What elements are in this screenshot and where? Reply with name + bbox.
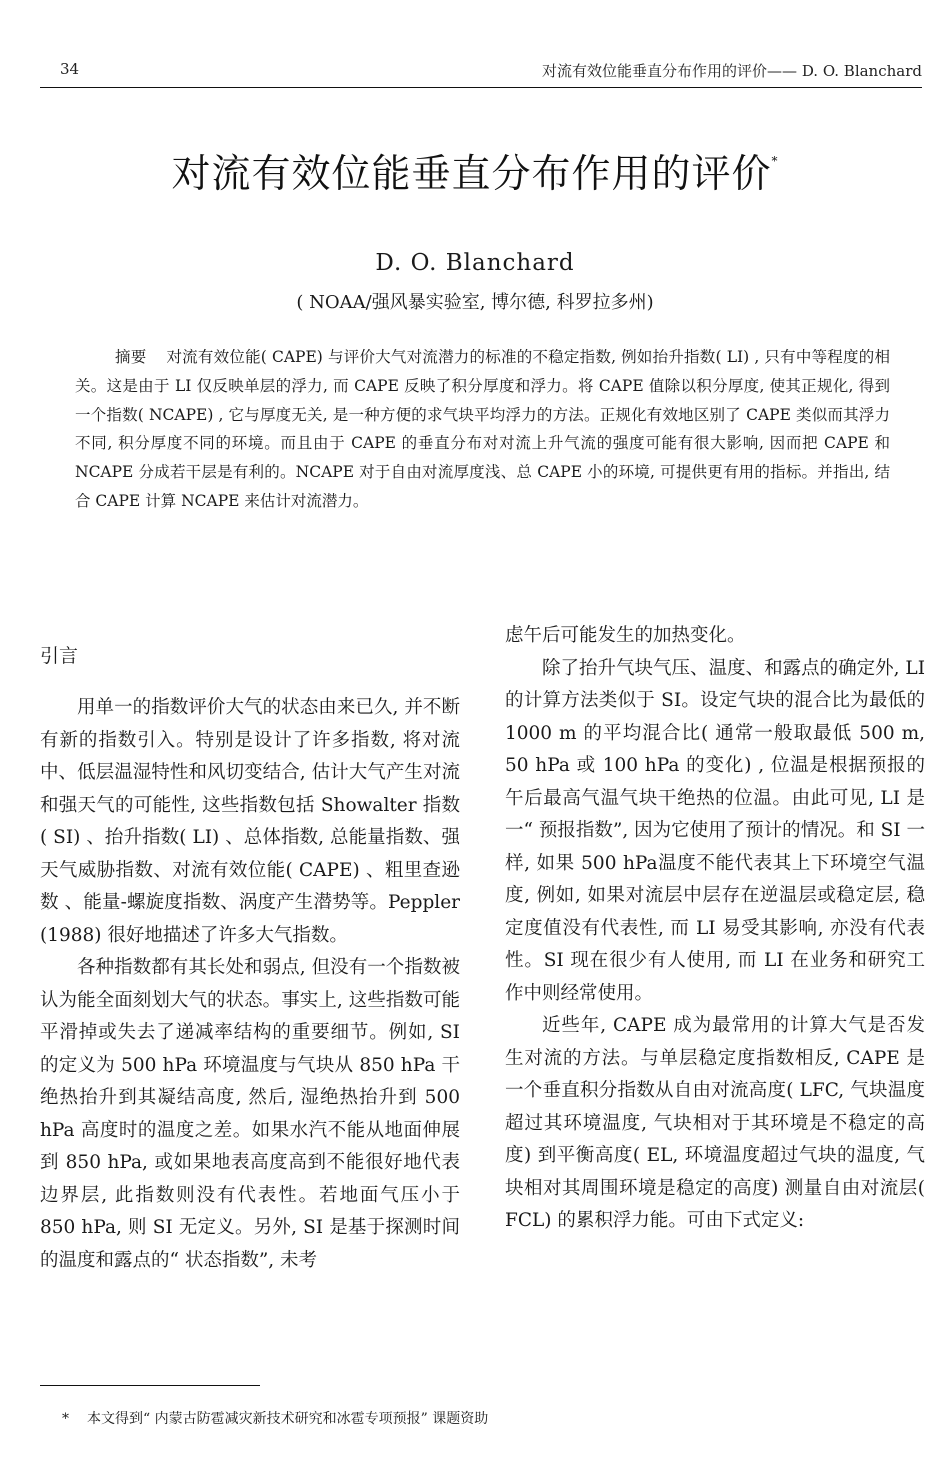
author-affiliation: ( NOAA/强风暴实验室, 博尔德, 科罗拉多州): [296, 292, 654, 313]
article-title-text: 对流有效位能垂直分布作用的评价: [171, 152, 772, 197]
section-heading: 引言: [40, 645, 79, 667]
article-title: [0, 152, 950, 199]
body-paragraph: 用单一的指数评价大气的状态由来已久, 并不断有新的指数引入。特别是设计了许多指数, 将对流中、低层温湿特性和风切变结合, 估计大气产生对流和强天气的可能性, 这些指数包括 Showalter 指数( SI) 、抬升指数( LI) 、总体指数, 总能量指数、强天气威胁指数、对流有效位能( CAPE) 、粗里查逊数 、能量-螺旋度指数、涡度产生潜势等。Peppler (1988) 很好地描述了许多大气指数。: [40, 697, 460, 946]
body-paragraph: 虑午后可能发生的加热变化。: [505, 625, 746, 646]
footnote-mark: *: [62, 1411, 69, 1427]
body-paragraph: 各种指数都有其长处和弱点, 但没有一个指数被认为能全面刻划大气的状态。事实上, 这些指数可能平滑掉或失去了递减率结构的重要细节。例如, SI 的定义为 500 hPa 环境温度与气块从 850 hPa 干绝热抬升到其凝结高度, 然后, 湿绝热抬升到 500 hPa 高度时的温度之差。如果水汽不能从地面伸展到 850 hPa, 或如果地表高度高到不能很好地代表边界层, 此指数则没有代表性。若地面气压小于 850 hPa, 则 SI 无定义。另外, SI 是基于探测时间的温度和露点的“ 状态指数”, 未考: [40, 957, 460, 1271]
header-rule: [40, 87, 922, 88]
body-paragraph: 除了抬升气块气压、温度、和露点的确定外, LI 的计算方法类似于 SI。设定气块的混合比为最低的 1000 m 的平均混合比( 通常一般取最低 500 m, 50 hPa 或 100 hPa 的变化) , 位温是根据预报的午后最高气温气块干绝热的位温。由此可见, LI 是一“ 预报指数”, 因为它使用了预计的情况。和 SI 一样, 如果 500 hPa温度不能代表其上下环境空气温度, 例如, 如果对流层中层存在逆温层或稳定层, 稳定度值没有代表性, 而 LI 易受其影响, 亦没有代表性。SI 现在很少有人使用, 而 LI 在业务和研究工作中则经常使用。: [505, 657, 925, 1004]
footnote-rule: [40, 1385, 260, 1386]
abstract-label: 摘要: [115, 348, 147, 366]
abstract: [75, 343, 890, 516]
body-paragraph: 近些年, CAPE 成为最常用的计算大气是否发生对流的方法。与单层稳定度指数相反, CAPE 是一个垂直积分指数从自由对流高度( LFC, 气块温度超过其环境温度, 气块相对于其环境是不稳定的高度) 到平衡高度( EL, 环境温度超过气块的温度, 气块相对其周围环境是稳定的高度) 测量自由对流层( FCL) 的累积浮力能。可由下式定义:: [505, 1015, 925, 1231]
abstract-text: 对流有效位能( CAPE) 与评价大气对流潜力的标准的不稳定指数, 例如抬升指数( LI) , 只有中等程度的相关。这是由于 LI 仅反映单层的浮力, 而 CAPE 反映了积分厚度和浮力。将 CAPE 值除以积分厚度, 使其正规化, 得到一个指数( NCAPE) , 它与厚度无关, 是一种方便的求气块平均浮力的方法。正规化有效地区别了 CAPE 类似而其浮力不同, 积分厚度不同的环境。而且由于 CAPE 的垂直分布对对流上升气流的强度可能有很大影响, 因而把 CAPE 和 NCAPE 分成若干层是有利的。NCAPE 对于自由对流厚度浅、总 CAPE 小的环境, 可提供更有用的指标。并指出, 结合 CAPE 计算 NCAPE 来估计对流潜力。: [75, 348, 890, 510]
title-footnote-mark: *: [771, 154, 779, 168]
author-name: D. O. Blanchard: [375, 250, 575, 276]
page-number: 34: [60, 60, 80, 78]
right-column: [505, 620, 925, 1238]
left-column: [40, 640, 460, 1277]
footnote-text: 本文得到“ 内蒙古防雹减灾新技术研究和冰雹专项预报” 课题资助: [87, 1411, 489, 1427]
footnote: [62, 1408, 922, 1428]
running-title: 对流有效位能垂直分布作用的评价—— D. O. Blanchard: [542, 62, 922, 80]
